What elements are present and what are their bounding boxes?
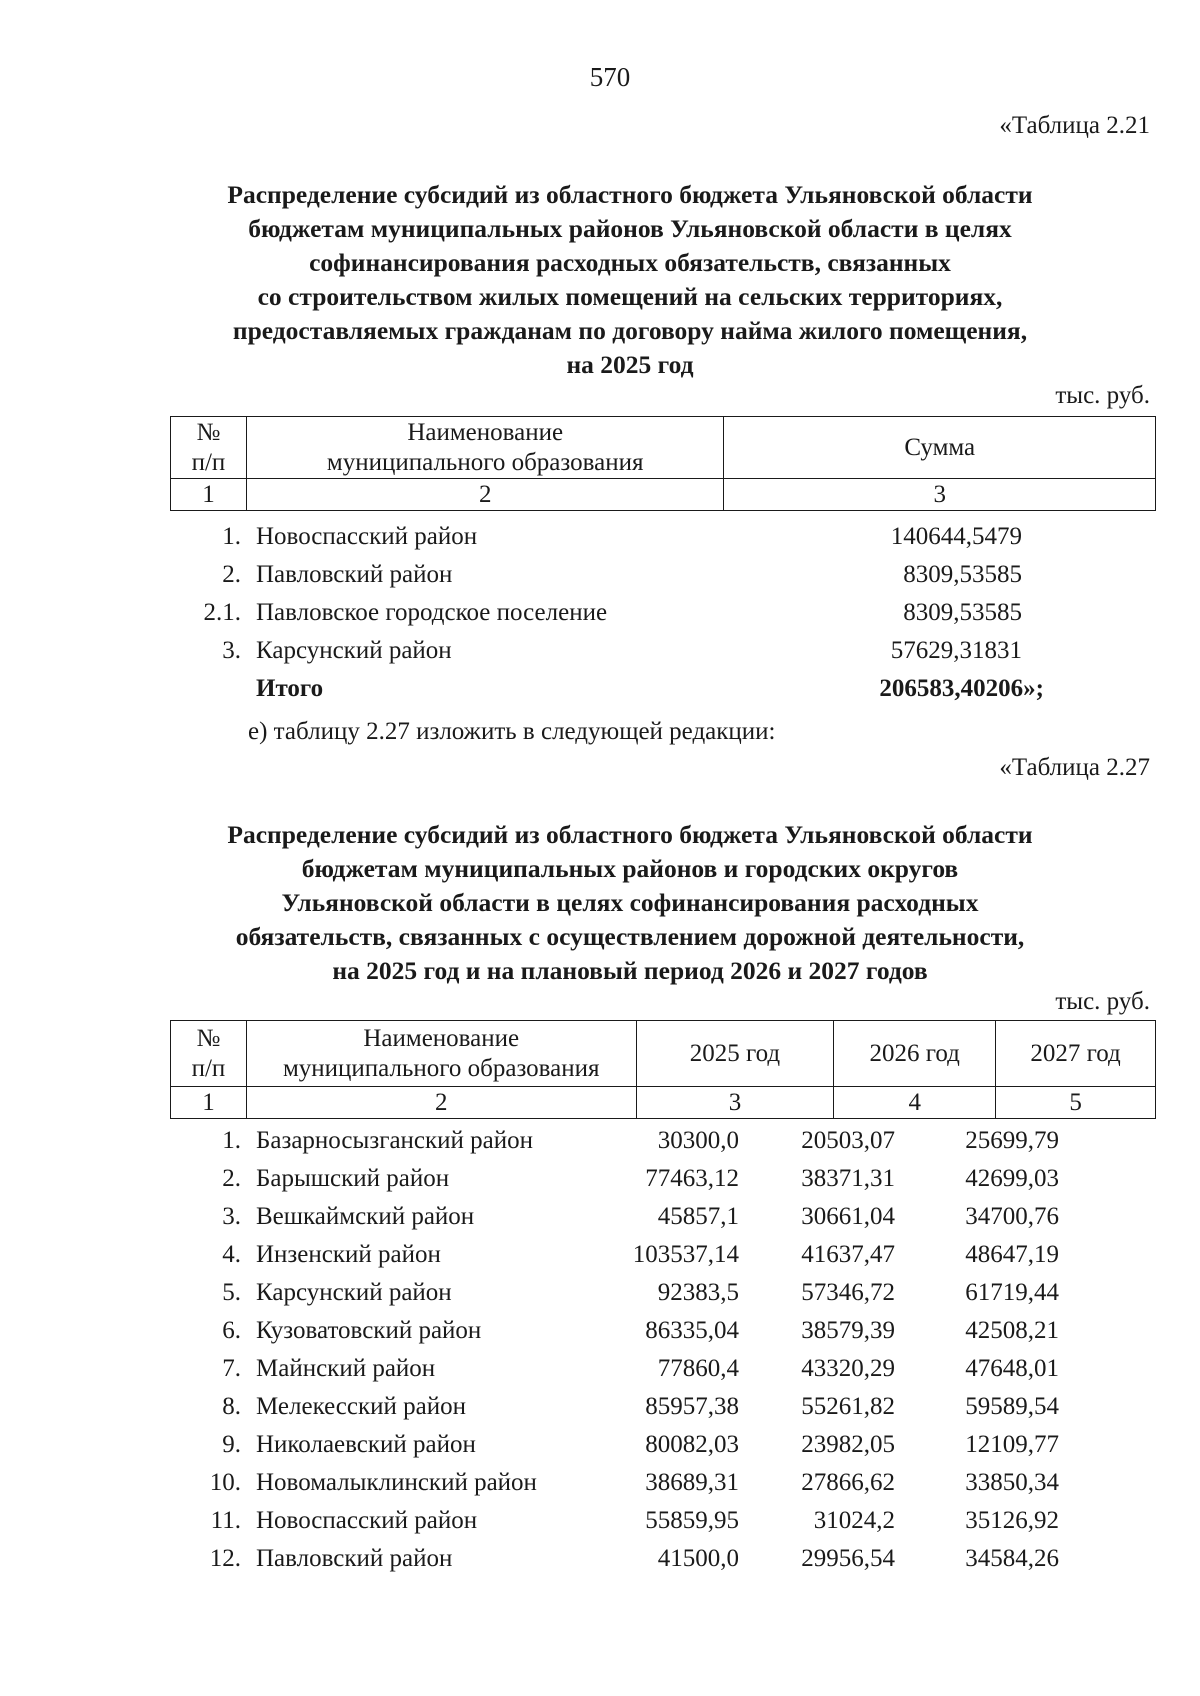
row-value-2025: 55859,95 xyxy=(645,1507,739,1534)
table-ref-2-27: «Таблица 2.27 xyxy=(999,754,1150,781)
row-value-2027: 35126,92 xyxy=(965,1507,1059,1534)
table1-title xyxy=(130,178,1130,382)
table-row xyxy=(170,594,1156,632)
row-value-2027: 12109,77 xyxy=(965,1431,1059,1458)
table-row xyxy=(170,556,1156,594)
row-name: Инзенский район xyxy=(256,1241,441,1268)
table2-header xyxy=(170,1020,1156,1119)
row-value-2026: 30661,04 xyxy=(801,1203,895,1230)
row-value-2027: 61719,44 xyxy=(965,1279,1059,1306)
table2-title xyxy=(130,818,1130,988)
row-num: 1. xyxy=(222,523,241,550)
row-num: 2. xyxy=(222,1165,241,1192)
row-name: Новоспасский район xyxy=(256,1507,478,1534)
row-value-2026: 38579,39 xyxy=(801,1317,895,1344)
row-name: Барышский район xyxy=(256,1165,450,1192)
table1-header-sum: Сумма xyxy=(724,417,1156,479)
row-num: 5. xyxy=(222,1279,241,1306)
table2-col-number: 2 xyxy=(246,1087,636,1119)
table1-col-number: 3 xyxy=(724,479,1156,511)
row-num: 11. xyxy=(210,1507,241,1534)
row-value-2025: 103537,14 xyxy=(632,1241,739,1268)
table1-col-number: 2 xyxy=(246,479,724,511)
table2-title-line: Распределение субсидий из областного бюджета Ульяновской области xyxy=(227,820,1033,849)
row-name: Мелекесский район xyxy=(256,1393,467,1420)
header-num-line: № xyxy=(196,418,221,446)
row-num: 12. xyxy=(209,1545,241,1572)
table-row xyxy=(170,1426,1156,1464)
table2-title-line: Ульяновской области в целях софинансирования расходных xyxy=(281,888,979,917)
row-value-2027: 34700,76 xyxy=(965,1203,1059,1230)
table-row xyxy=(170,518,1156,556)
row-num: 1. xyxy=(222,1127,241,1154)
row-name: Карсунский район xyxy=(256,1279,452,1306)
row-value-2025: 77860,4 xyxy=(657,1355,739,1382)
row-num: 8. xyxy=(222,1393,241,1420)
table2-title-line: бюджетам муниципальных районов и городских округов xyxy=(301,854,959,883)
row-value-2027: 42699,03 xyxy=(965,1165,1059,1192)
row-name: Николаевский район xyxy=(256,1431,476,1458)
row-name: Вешкаймский район xyxy=(256,1203,475,1230)
row-name: Кузоватовский район xyxy=(256,1317,482,1344)
row-value-2026: 55261,82 xyxy=(801,1393,895,1420)
table-row xyxy=(170,1122,1156,1160)
row-name: Новомалыклинский район xyxy=(256,1469,537,1496)
total-value: 206583,40206»; xyxy=(879,675,1044,702)
row-value-2026: 29956,54 xyxy=(801,1545,895,1572)
table1-title-line: на 2025 год xyxy=(566,350,694,379)
row-value-2026: 20503,07 xyxy=(801,1127,895,1154)
page-number: 570 xyxy=(589,62,631,92)
table-row xyxy=(170,1160,1156,1198)
row-sum: 8309,53585 xyxy=(903,599,1022,626)
row-name: Базарносызганский район xyxy=(256,1127,534,1154)
row-value-2025: 45857,1 xyxy=(657,1203,739,1230)
row-name: Новоспасский район xyxy=(256,523,478,550)
row-value-2026: 57346,72 xyxy=(801,1279,895,1306)
table1-col-number: 1 xyxy=(171,479,247,511)
row-value-2025: 30300,0 xyxy=(657,1127,739,1154)
row-value-2027: 59589,54 xyxy=(965,1393,1059,1420)
row-value-2026: 23982,05 xyxy=(801,1431,895,1458)
table2-header-2025: 2025 год xyxy=(636,1021,834,1087)
row-sum: 57629,31831 xyxy=(890,637,1022,664)
table-total-row xyxy=(170,670,1156,708)
row-num: 10. xyxy=(209,1469,241,1496)
row-num: 7. xyxy=(222,1355,241,1382)
row-name: Павловский район xyxy=(256,1545,453,1572)
row-num: 2. xyxy=(222,561,241,588)
header-num-line: п/п xyxy=(191,1054,226,1082)
row-value-2025: 38689,31 xyxy=(645,1469,739,1496)
row-name: Карсунский район xyxy=(256,637,452,664)
row-name: Павловский район xyxy=(256,561,453,588)
row-value-2025: 77463,12 xyxy=(645,1165,739,1192)
row-value-2027: 25699,79 xyxy=(965,1127,1059,1154)
table-row xyxy=(170,1236,1156,1274)
row-value-2027: 48647,19 xyxy=(965,1241,1059,1268)
row-sum: 140644,5479 xyxy=(890,523,1022,550)
table1-title-line: Распределение субсидий из областного бюджета Ульяновской области xyxy=(227,180,1033,209)
table1-title-line: предоставляемых гражданам по договору найма жилого помещения, xyxy=(232,316,1028,345)
row-value-2026: 41637,47 xyxy=(801,1241,895,1268)
table2-col-number: 1 xyxy=(171,1087,247,1119)
header-name-line: Наименование xyxy=(363,1024,520,1052)
row-num: 4. xyxy=(222,1241,241,1268)
table2-title-line: обязательств, связанных с осуществлением дорожной деятельности, xyxy=(235,922,1025,951)
table1-header-num xyxy=(171,417,247,479)
row-value-2025: 92383,5 xyxy=(657,1279,739,1306)
table-ref-2-21: «Таблица 2.21 xyxy=(999,112,1150,139)
amendment-text: е) таблицу 2.27 изложить в следующей редакции: xyxy=(248,718,776,745)
row-value-2026: 43320,29 xyxy=(801,1355,895,1382)
table1-header-name xyxy=(246,417,724,479)
table2-col-number: 5 xyxy=(996,1087,1156,1119)
row-value-2027: 47648,01 xyxy=(965,1355,1059,1382)
table-row xyxy=(170,632,1156,670)
table2-header-num xyxy=(171,1021,247,1087)
row-value-2025: 41500,0 xyxy=(657,1545,739,1572)
table2-title-line: на 2025 год и на плановый период 2026 и 2027 годов xyxy=(332,956,928,985)
row-num: 2.1. xyxy=(203,599,241,626)
table1-title-line: софинансирования расходных обязательств, связанных xyxy=(309,248,951,277)
table2-header-2027: 2027 год xyxy=(996,1021,1156,1087)
row-name: Павловское городское поселение xyxy=(256,599,608,626)
header-name-line: муниципального образования xyxy=(326,448,644,476)
table-row xyxy=(170,1198,1156,1236)
table-row xyxy=(170,1388,1156,1426)
table1-unit: тыс. руб. xyxy=(1055,382,1150,409)
table-row xyxy=(170,1312,1156,1350)
row-value-2025: 86335,04 xyxy=(645,1317,739,1344)
row-value-2025: 80082,03 xyxy=(645,1431,739,1458)
row-value-2025: 85957,38 xyxy=(645,1393,739,1420)
table2-col-number: 4 xyxy=(834,1087,996,1119)
table-row xyxy=(170,1350,1156,1388)
table-row xyxy=(170,1464,1156,1502)
table-row xyxy=(170,1502,1156,1540)
row-value-2026: 31024,2 xyxy=(813,1507,895,1534)
row-num: 6. xyxy=(222,1317,241,1344)
row-value-2027: 33850,34 xyxy=(965,1469,1059,1496)
row-num: 3. xyxy=(222,637,241,664)
row-value-2026: 27866,62 xyxy=(801,1469,895,1496)
row-num: 9. xyxy=(222,1431,241,1458)
table1-title-line: со строительством жилых помещений на сельских территориях, xyxy=(257,282,1003,311)
row-value-2027: 42508,21 xyxy=(965,1317,1059,1344)
row-value-2027: 34584,26 xyxy=(965,1545,1059,1572)
header-num-line: № xyxy=(196,1024,221,1052)
header-name-line: Наименование xyxy=(407,418,564,446)
total-label: Итого xyxy=(256,675,324,702)
table2-header-2026: 2026 год xyxy=(834,1021,996,1087)
header-num-line: п/п xyxy=(191,448,226,476)
table-row xyxy=(170,1274,1156,1312)
table1-body xyxy=(170,518,1156,708)
row-name: Майнский район xyxy=(256,1355,436,1382)
header-name-line: муниципального образования xyxy=(282,1054,600,1082)
row-sum: 8309,53585 xyxy=(903,561,1022,588)
row-num: 3. xyxy=(222,1203,241,1230)
table2-col-number: 3 xyxy=(636,1087,834,1119)
table2-header-name xyxy=(246,1021,636,1087)
table1-title-line: бюджетам муниципальных районов Ульяновской области в целях xyxy=(248,214,1012,243)
table2-body xyxy=(170,1122,1156,1578)
table2-unit: тыс. руб. xyxy=(1055,988,1150,1015)
table-row xyxy=(170,1540,1156,1578)
row-value-2026: 38371,31 xyxy=(801,1165,895,1192)
table1-header xyxy=(170,416,1156,511)
